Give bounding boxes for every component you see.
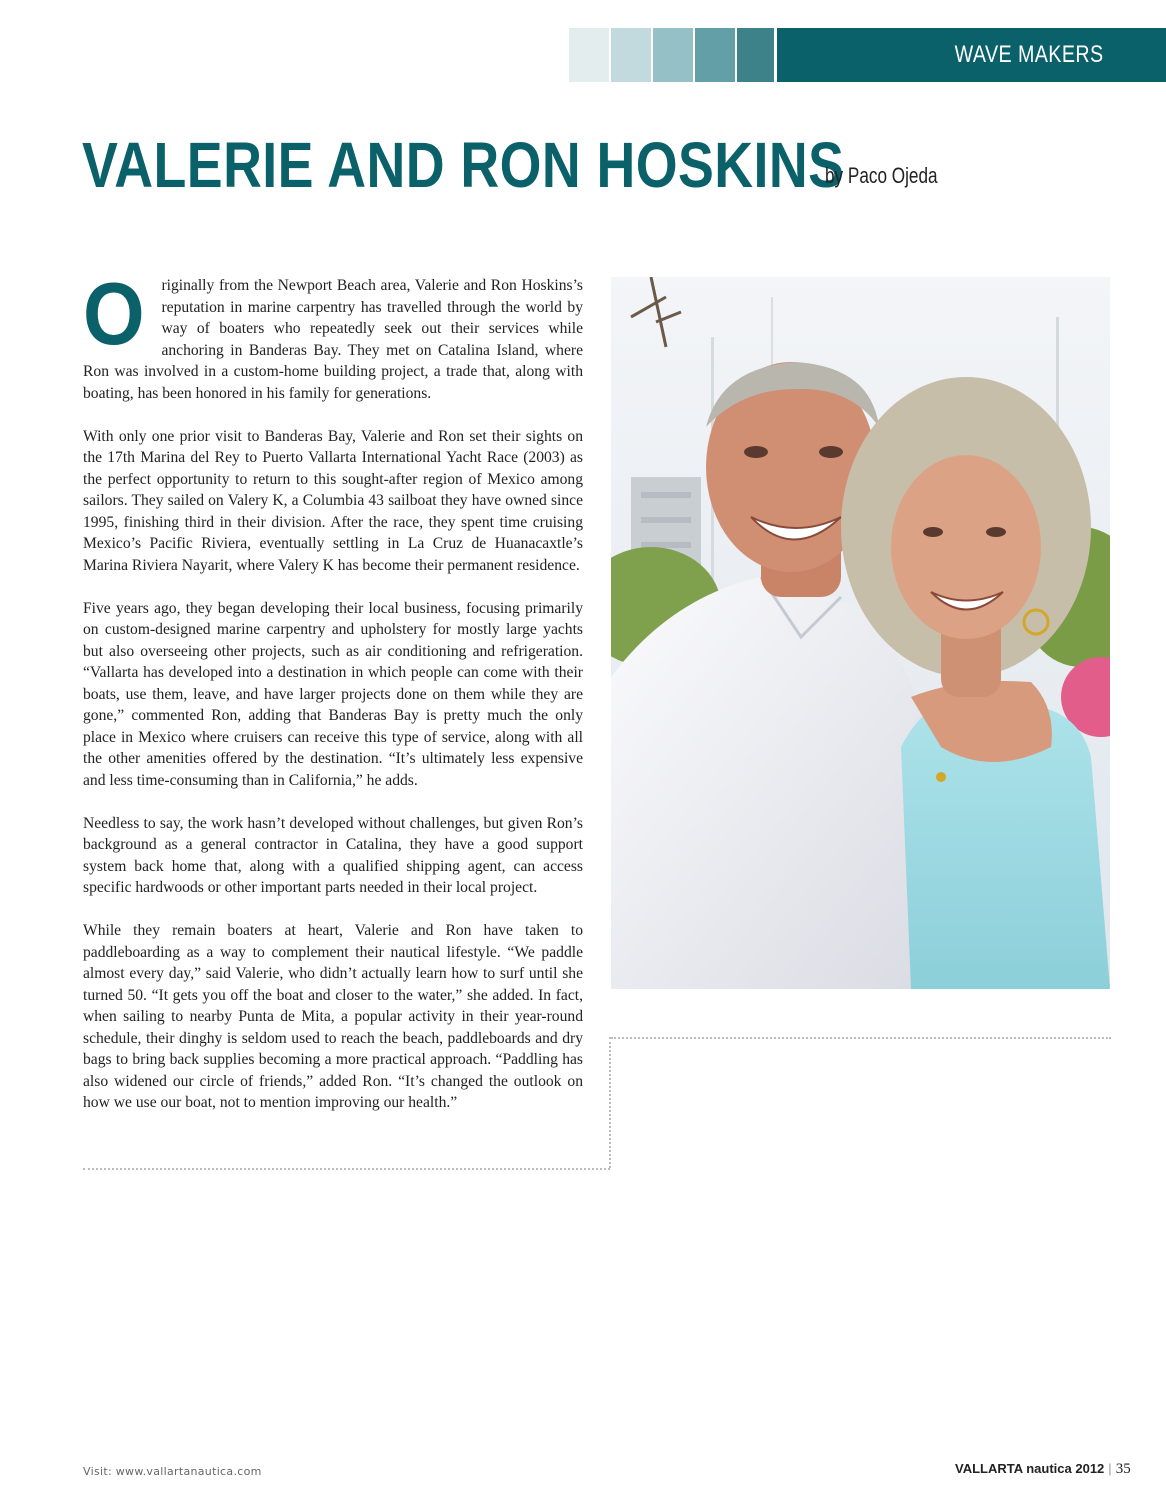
dotted-divider-right: [611, 1037, 1111, 1039]
byline: by Paco Ojeda: [825, 163, 938, 188]
drop-cap: O: [83, 264, 145, 363]
paragraph-4: Needless to say, the work hasn’t developed without challenges, but given Ron’s background as a general contractor in Catalina, they have a good support system back home that, along with a qualified shipping agent, can access specific hardwoods or other important parts needed in their local project.: [83, 814, 583, 896]
header-band-2: [611, 28, 651, 82]
footer-magazine: VALLARTA nautica 2012: [955, 1461, 1105, 1476]
header-band-1: [569, 28, 609, 82]
footer-separator: |: [1108, 1461, 1112, 1476]
header-band-4: [695, 28, 735, 82]
footer-folio: [955, 1461, 1131, 1478]
header-band-5: [737, 28, 774, 82]
paragraph-3: Five years ago, they began developing their local business, focusing primarily on custom-designed marine carpentry and upholstery for mostly large yachts but also overseeing other projects, such as air conditioning and refrigeration. “Vallarta has developed into a destination in which people can come with their boats, use them, leave, and have larger projects done on them while they are gone,” commented Ron, adding that Banderas Bay is pretty much the only place in Mexico where cruisers can receive this type of service, along with all the other amenities offered by the destination. “It’s ultimately less expensive and less time-consuming than in California,” he adds.: [83, 599, 583, 789]
header-band-3: [653, 28, 693, 82]
article-body: [83, 264, 583, 1135]
dotted-divider-vertical: [609, 1037, 611, 1168]
section-label: [777, 28, 1166, 82]
article-title: VALERIE AND RON HOSKINS: [82, 129, 845, 201]
footer-website: Visit: www.vallartanautica.com: [83, 1465, 262, 1478]
paragraph-2: With only one prior visit to Banderas Bay, Valerie and Ron set their sights on the 17th Marina del Rey to Puerto Vallarta International Yacht Race (2003) as the perfect opportunity to return to this sought-after region of Mexico among sailors. They sailed on Valery K, a Columbia 43 sailboat they have owned since 1995, finishing third in their division. After the race, they spent time cruising Mexico’s Pacific Riviera, eventually settling in La Cruz de Huanacaxtle’s Marina Riviera Nayarit, where Valery K has become their permanent residence.: [83, 427, 583, 574]
dotted-divider-bottom: [83, 1168, 610, 1170]
paragraph-1-text: riginally from the Newport Beach area, Valerie and Ron Hoskins’s reputation in marine carpentry has travelled through the world by way of boaters who repeatedly seek out their services while anchoring in Banderas Bay. They met on Catalina Island, where Ron was involved in a custom-home building project, a trade that, along with boating, has been honored in his family for generations.: [83, 277, 583, 402]
couple-photo-illustration: [611, 277, 1110, 989]
paragraph-1: [83, 264, 583, 404]
couple-photo: [611, 277, 1110, 989]
paragraph-5: While they remain boaters at heart, Valerie and Ron have taken to paddleboarding as a way to complement their nautical lifestyle. “We paddle almost every day,” said Valerie, who didn’t actually learn how to surf until she turned 50. “It gets you off the boat and closer to the water,” she added. In fact, when sailing to nearby Punta de Mita, a popular activity in their year-round schedule, their dinghy is seldom used to reach the beach, paddleboards and dry bags to bring back supplies becoming a more practical approach. “Paddling has also widened our circle of friends,” added Ron. “It’s changed the outlook on how we use our boat, not to mention improving our health.”: [83, 922, 583, 1111]
page-number: 35: [1115, 1461, 1131, 1477]
section-label-text: WAVE MAKERS: [955, 41, 1104, 68]
